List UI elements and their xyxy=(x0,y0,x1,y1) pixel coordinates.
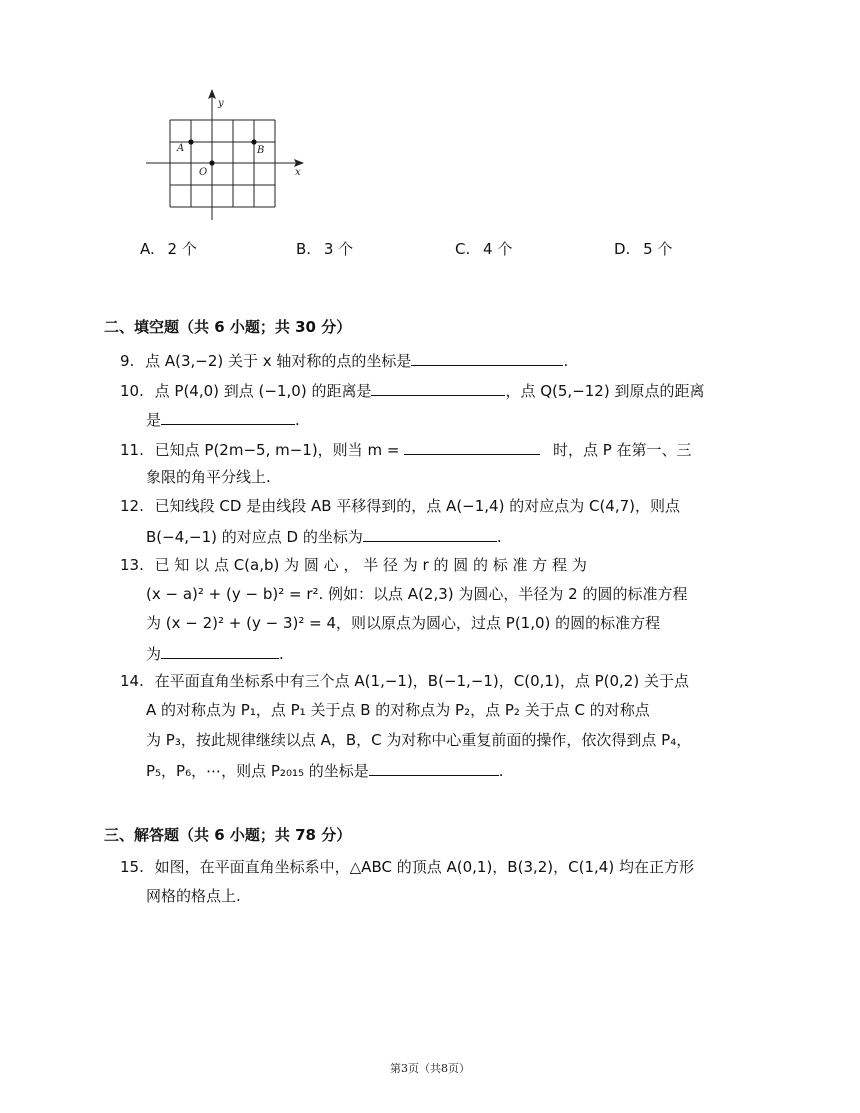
q15-number: 15. xyxy=(120,858,144,876)
y-axis-label: y xyxy=(218,98,224,109)
q10-end: . xyxy=(295,411,300,429)
option-c-letter: C. xyxy=(455,240,471,258)
origin-dot xyxy=(209,160,214,165)
question-15-line-2 xyxy=(146,886,241,906)
question-12-line-2 xyxy=(146,525,502,547)
question-13-line-1 xyxy=(120,555,587,575)
q9-answer-blank[interactable] xyxy=(411,349,563,366)
option-b[interactable] xyxy=(296,238,353,259)
q12-text-line1: 已知线段 CD 是由线段 AB 平移得到的，点 A(−1,4) 的对应点为 C(4,7)，则点 xyxy=(154,497,681,515)
option-d-text: 5 个 xyxy=(643,240,673,258)
q12-text-line2: B(−4,−1) 的对应点 D 的坐标为 xyxy=(146,528,363,546)
question-14-line-2 xyxy=(146,700,650,720)
q10-text-line2: 是 xyxy=(146,411,162,429)
q13-end: . xyxy=(279,645,284,663)
question-11-line-2 xyxy=(146,467,271,487)
option-b-text: 3 个 xyxy=(323,240,354,258)
option-c-text: 4 个 xyxy=(483,240,513,258)
page-footer: 第3页（共8页） xyxy=(390,1062,470,1075)
option-a-letter: A. xyxy=(140,240,155,258)
q9-number: 9. xyxy=(120,352,135,370)
question-10-line-2 xyxy=(146,408,300,430)
q13-number: 13. xyxy=(120,556,144,574)
q11-text-a: 已知点 P(2m−5, m−1)，则当 m = xyxy=(154,441,400,459)
q10-text-b: ，点 Q(5,−12) 到原点的距离 xyxy=(505,382,705,400)
q15-text-line1: 如图，在平面直角坐标系中，△ABC 的顶点 A(0,1)，B(3,2)，C(1,4) 均在正方形 xyxy=(154,858,694,876)
question-14-line-3 xyxy=(146,730,691,750)
question-9 xyxy=(120,349,568,371)
point-a-dot xyxy=(188,139,193,144)
question-13-line-4 xyxy=(146,642,284,664)
question-11-line-1 xyxy=(120,438,692,460)
q10-answer-blank-1[interactable] xyxy=(371,379,505,396)
q9-text: 点 A(3,−2) 关于 x 轴对称的点的坐标是 xyxy=(145,352,412,370)
q12-end: . xyxy=(496,528,502,546)
point-a-label: A xyxy=(177,143,185,154)
q12-answer-blank[interactable] xyxy=(363,525,497,542)
q10-text-a: 点 P(4,0) 到点 (−1,0) 的距离是 xyxy=(154,382,372,400)
option-c[interactable] xyxy=(455,238,512,259)
question-14-line-4 xyxy=(146,759,504,781)
q15-text-line2: 网格的格点上. xyxy=(146,887,241,905)
question-12-line-1 xyxy=(120,496,680,516)
q14-answer-blank[interactable] xyxy=(369,759,499,776)
q11-number: 11. xyxy=(120,441,144,459)
question-10-line-1 xyxy=(120,379,704,401)
option-a[interactable] xyxy=(140,238,197,259)
option-b-letter: B. xyxy=(296,240,312,258)
option-a-text: 2 个 xyxy=(167,240,197,258)
section-3-title: 三、解答题（共 6 小题；共 78 分） xyxy=(104,826,352,844)
origin-label: O xyxy=(199,167,208,178)
point-b-dot xyxy=(251,139,256,144)
q14-number: 14. xyxy=(120,672,144,690)
question-15-line-1 xyxy=(120,857,694,877)
question-13-line-3 xyxy=(146,613,660,633)
question-13-line-2 xyxy=(146,584,687,604)
q12-number: 12. xyxy=(120,497,144,515)
q14-text-line2: A 的对称点为 P₁，点 P₁ 关于点 B 的对称点为 P₂，点 P₂ 关于点 C 的对称点 xyxy=(146,701,650,719)
section-2-title: 二、填空题（共 6 小题；共 30 分） xyxy=(104,318,352,336)
option-d-letter: D. xyxy=(614,240,631,258)
coordinate-grid-figure xyxy=(140,86,310,226)
q11-text-b: 时，点 P 在第一、三 xyxy=(552,441,692,459)
q13-text-line3: 为 (x − 2)² + (y − 3)² = 4，则以原点为圆心，过点 P(1,0) 的圆的标准方程 xyxy=(146,614,661,632)
q13-text-line4: 为 xyxy=(146,645,162,663)
q11-text-line2: 象限的角平分线上. xyxy=(146,468,271,486)
question-14-line-1 xyxy=(120,671,689,691)
q10-number: 10. xyxy=(120,382,144,400)
q13-text-line2: (x − a)² + (y − b)² = r². 例如：以点 A(2,3) 为圆心，半径为 2 的圆的标准方程 xyxy=(146,585,688,603)
q10-answer-blank-2[interactable] xyxy=(161,408,295,425)
q13-answer-blank[interactable] xyxy=(161,642,279,659)
point-b-label: B xyxy=(257,145,265,156)
q13-text-line1: 已 知 以 点 C(a,b) 为 圆 心 ， 半 径 为 r 的 圆 的 标 准 方 程 为 xyxy=(154,556,587,574)
q14-text-line4: P₅，P₆，⋯，则点 P₂₀₁₅ 的坐标是 xyxy=(146,762,369,780)
q9-end: . xyxy=(563,352,569,370)
q11-answer-blank[interactable] xyxy=(404,438,540,455)
q14-text-line3: 为 P₃，按此规律继续以点 A，B，C 为对称中心重复前面的操作，依次得到点 P₄， xyxy=(146,731,692,749)
option-d[interactable] xyxy=(614,238,672,259)
q14-text-line1: 在平面直角坐标系中有三个点 A(1,−1)，B(−1,−1)，C(0,1)，点 P(0,2) 关于点 xyxy=(154,672,689,690)
x-axis-label: x xyxy=(295,167,301,178)
q14-end: . xyxy=(498,762,504,780)
